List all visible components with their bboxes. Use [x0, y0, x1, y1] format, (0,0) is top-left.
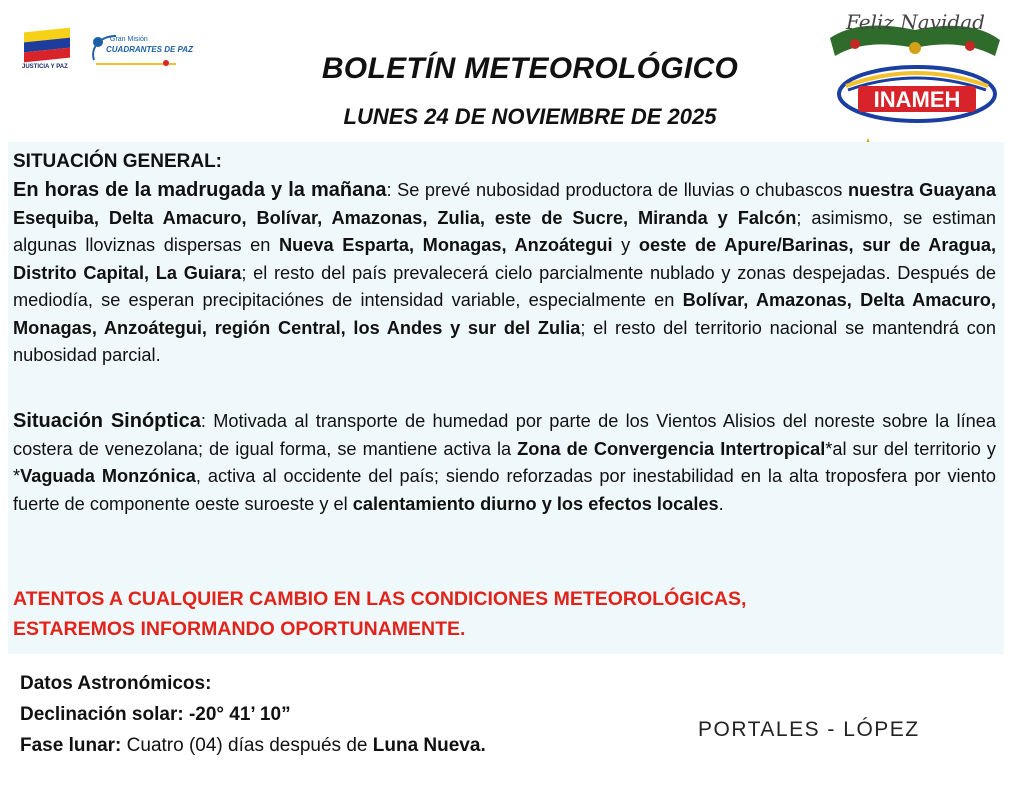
situacion-sinoptica-paragraph — [13, 408, 996, 518]
p1-bold-2: Nueva Esparta, Monagas, Anzoátegui — [279, 235, 613, 255]
p1-lead: En horas de la madrugada y la mañana — [13, 179, 387, 201]
feliz-navidad-greeting: Feliz Navidad — [846, 10, 985, 34]
p1-bold-4: Bolívar, Amazonas, Delta Amacuro, Monagas, Anzoátegui, región Central, los Andes y sur del Zulia — [13, 290, 996, 338]
cuadrantes-de-paz-label: CUADRANTES DE PAZ — [106, 45, 193, 54]
bulletin-date: LUNES 24 DE NOVIEMBRE DE 2025 — [343, 104, 717, 129]
alert-message — [13, 584, 746, 644]
p2-bold-2: Vaguada Monzónica — [20, 466, 196, 486]
declinacion-solar-row — [20, 699, 486, 730]
gran-mision-label: Gran Misión — [110, 36, 148, 43]
declinacion-value: -20° 41’ 10” — [183, 704, 291, 725]
p2-text-2: *al sur del territorio y * — [13, 438, 996, 486]
fase-lunar-bold: Luna Nueva. — [372, 735, 486, 756]
authors-signature: PORTALES - LÓPEZ — [698, 718, 920, 741]
logo-justicia-y-paz-label: JUSTICIA Y PAZ — [22, 64, 68, 70]
inameh-logo-icon — [836, 62, 998, 124]
declinacion-label: Declinación solar: — [20, 704, 184, 725]
alert-line-2: ESTAREMOS INFORMANDO OPORTUNAMENTE. — [13, 618, 466, 640]
p2-text-3: , activa al occidente del país; siendo reforzadas por inestabilidad en la alta troposfera por viento fuerte de componente oeste suroeste y el — [13, 466, 996, 514]
situacion-general-heading: SITUACIÓN GENERAL: — [13, 151, 222, 172]
alert-line-1: ATENTOS A CUALQUIER CAMBIO EN LAS CONDICIONES METEOROLÓGICAS, — [13, 588, 747, 610]
p1-bold-3: oeste de Apure/Barinas, sur de Aragua, Distrito Capital, La Guiara — [13, 235, 997, 283]
p1-text-4: ; el resto del país prevalecerá cielo parcialmente nublado y zonas despejadas. Después de mediodía, se esperan precipitaciónes de intensidad variable, especialmente en — [13, 262, 996, 310]
p1-bold-1: nuestra Guayana Esequiba, Delta Amacuro, Bolívar, Amazonas, Zulia, este de Sucre, Miranda y Falcón — [13, 180, 997, 228]
datos-astronomicos — [20, 668, 486, 761]
p2-text-4: . — [718, 493, 724, 514]
p2-text-1: : Motivada al transporte de humedad por parte de los Vientos Alisios del noreste sobre la línea costera de venezolana; de igual forma, se mantiene activa la — [13, 411, 996, 459]
p1-text-3: y — [612, 235, 639, 255]
situacion-general-paragraph — [13, 177, 996, 370]
fase-lunar-row — [20, 730, 486, 761]
p1-text-5: ; el resto del territorio nacional se mantendrá con nubosidad parcial. — [13, 317, 996, 365]
p2-bold-1: Zona de Convergencia Intertropical — [517, 438, 826, 459]
fase-lunar-text: Cuatro (04) días después de — [121, 735, 373, 756]
p1-text-1: : Se prevé nubosidad productora de lluvias o chubascos — [386, 180, 848, 200]
inameh-logo-text: INAMEH — [873, 87, 961, 112]
p2-bold-3: calentamiento diurno y los efectos locales — [352, 493, 719, 514]
fase-lunar-label: Fase lunar: — [20, 735, 122, 756]
p2-lead: Situación Sinóptica — [13, 410, 201, 432]
p1-text-2: ; asimismo, se estiman algunas lloviznas dispersas en — [13, 207, 996, 255]
astronomicos-heading: Datos Astronómicos: — [20, 673, 212, 694]
bulletin-title: BOLETÍN METEOROLÓGICO — [321, 52, 739, 85]
